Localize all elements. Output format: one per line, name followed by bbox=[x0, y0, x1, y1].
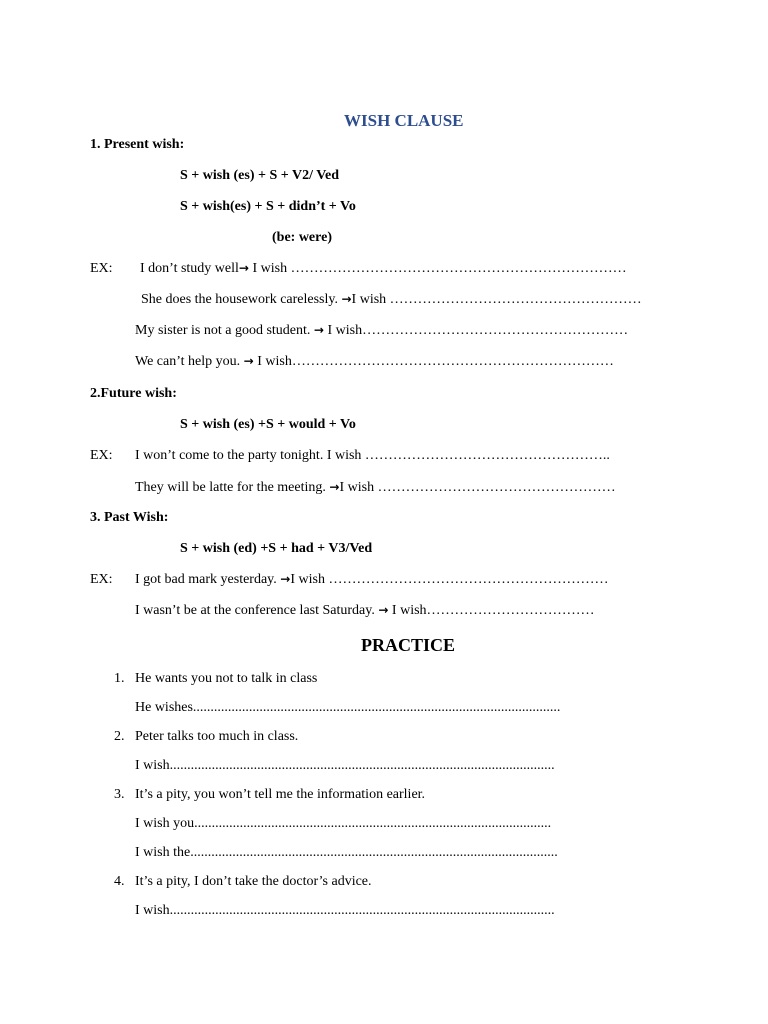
arrow-right-icon: → bbox=[341, 292, 352, 306]
example-text: I don’t study well bbox=[140, 261, 239, 276]
page-title: WISH CLAUSE bbox=[344, 111, 464, 130]
practice-item-prompt: Peter talks too much in class. bbox=[135, 729, 299, 744]
future-wish-heading: 2.Future wish: bbox=[90, 386, 177, 401]
answer-blank: I wish …………………………………………… bbox=[339, 480, 616, 495]
present-formula-1: S + wish (es) + S + V2/ Ved bbox=[180, 168, 340, 183]
arrow-right-icon: → bbox=[280, 572, 291, 586]
practice-answer-line: I wish.............................................................................................................. bbox=[135, 903, 555, 918]
practice-item-number: 1. bbox=[114, 671, 125, 686]
example-text: They will be latte for the meeting. bbox=[135, 480, 330, 495]
practice-item-prompt: He wants you not to talk in class bbox=[135, 671, 318, 686]
practice-answer-line: He wishes......................................................................................................... bbox=[135, 700, 561, 715]
future-ex-label: EX: bbox=[90, 448, 113, 463]
present-formula-2: S + wish(es) + S + didn’t + Vo bbox=[180, 199, 356, 214]
practice-answer-line: I wish the......................................................................................................... bbox=[135, 845, 558, 860]
answer-blank: I wish……………………………… bbox=[388, 603, 595, 618]
future-example-2 bbox=[135, 481, 616, 495]
example-text: My sister is not a good student. bbox=[135, 323, 314, 338]
present-example-2 bbox=[141, 293, 642, 307]
present-be-note: (be: were) bbox=[272, 230, 332, 245]
past-wish-heading: 3. Past Wish: bbox=[90, 510, 169, 525]
answer-blank: I wish…………………………………………………………… bbox=[253, 354, 614, 369]
practice-item-number: 2. bbox=[114, 729, 125, 744]
present-ex-label: EX: bbox=[90, 261, 113, 276]
practice-item-number: 3. bbox=[114, 787, 125, 802]
answer-blank: I wish …………………………………………………… bbox=[290, 572, 609, 587]
present-example-4 bbox=[135, 355, 614, 369]
present-example-1 bbox=[140, 262, 627, 276]
arrow-right-icon: → bbox=[243, 354, 254, 368]
practice-item-prompt: It’s a pity, I don’t take the doctor’s advice. bbox=[135, 874, 372, 889]
practice-heading: PRACTICE bbox=[361, 635, 456, 655]
practice-item-number: 4. bbox=[114, 874, 125, 889]
past-example-2 bbox=[135, 604, 595, 618]
arrow-right-icon: → bbox=[238, 261, 249, 275]
past-formula: S + wish (ed) +S + had + V3/Ved bbox=[180, 541, 373, 556]
present-wish-heading: 1. Present wish: bbox=[90, 137, 185, 152]
past-ex-label: EX: bbox=[90, 572, 113, 587]
practice-answer-line: I wish.............................................................................................................. bbox=[135, 758, 555, 773]
past-example-1 bbox=[135, 573, 608, 587]
arrow-right-icon: → bbox=[378, 603, 389, 617]
practice-item-prompt: It’s a pity, you won’t tell me the information earlier. bbox=[135, 787, 426, 802]
arrow-right-icon: → bbox=[313, 323, 324, 337]
practice-answer-line: I wish you...................................................................................................... bbox=[135, 816, 552, 831]
example-text: We can’t help you. bbox=[135, 354, 244, 369]
answer-blank: I wish ……………………………………………… bbox=[351, 292, 642, 307]
answer-blank: I wish ……………………………………………………………… bbox=[248, 261, 627, 276]
future-formula: S + wish (es) +S + would + Vo bbox=[180, 417, 356, 432]
example-text: I got bad mark yesterday. bbox=[135, 572, 281, 587]
answer-blank: I wish………………………………………………… bbox=[323, 323, 629, 338]
arrow-right-icon: → bbox=[329, 480, 340, 494]
example-text: I wasn’t be at the conference last Saturday. bbox=[135, 603, 379, 618]
present-example-3 bbox=[135, 324, 628, 338]
example-text: She does the housework carelessly. bbox=[141, 292, 342, 307]
future-example-1: I won’t come to the party tonight. I wish …………………………………………….. bbox=[135, 448, 610, 463]
